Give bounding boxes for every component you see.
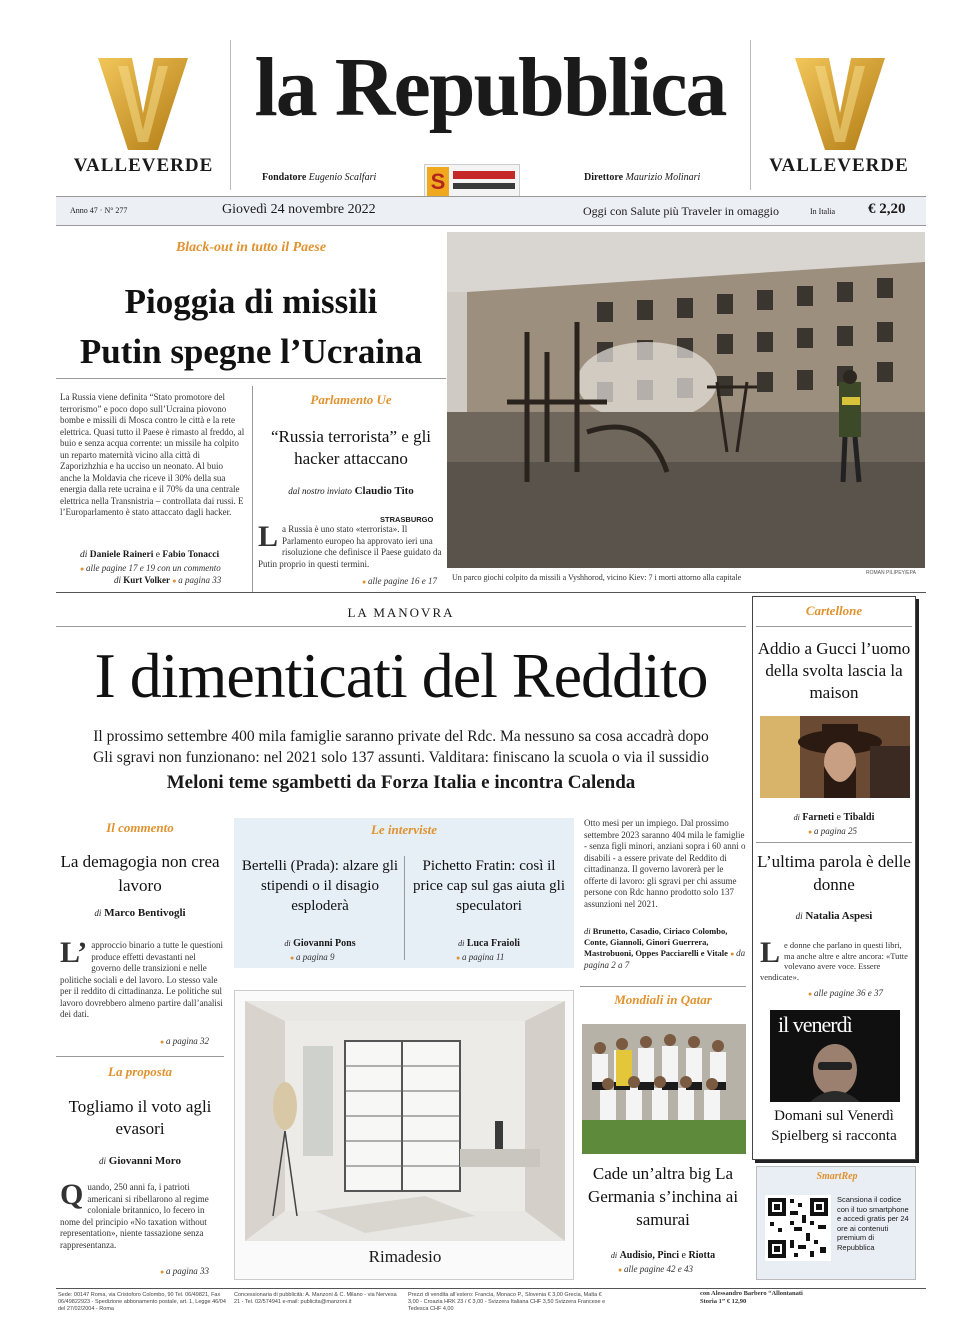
cartellone-authors-prefix: di	[793, 813, 800, 822]
interview-left-author: Giovanni Pons	[293, 938, 356, 949]
worldcup-authors-and: e	[681, 1250, 686, 1261]
advert-left-brand: VALLEVERDE	[73, 155, 214, 176]
proposal-kicker: La proposta	[108, 1064, 172, 1079]
valleverde-logo-icon	[98, 58, 188, 150]
proposal-dropcap: Q	[60, 1182, 84, 1211]
divider	[56, 626, 746, 627]
parliament-byline-prefix: dal nostro inviato	[288, 486, 352, 496]
director-line	[584, 172, 700, 183]
masthead	[0, 0, 980, 228]
worldcup-byline	[580, 1250, 746, 1261]
proposal-body: uando, 250 anni fa, i patrioti americani si ribellarono al regime coloniale britannico, lo fecero in nome del principio «No taxation without representation», niente tassazione senza rappresentanza.	[60, 1182, 209, 1250]
divider	[756, 626, 912, 627]
cartellone-headline-1[interactable]: Addio a Gucci l’uomo della svolta lascia la maison	[757, 639, 911, 702]
advert-right-brand: VALLEVERDE	[769, 155, 909, 176]
commentary-byline	[56, 907, 224, 919]
footer-col-1: Sede: 00147 Roma, via Cristoforo Colombo, 90 Tel. 06/49821, Fax 06/49822923 - Spedizione abbonamento postale, art. 1, Legge 46/04 del 27/02/2004 - Roma	[58, 1292, 226, 1312]
divider	[580, 986, 746, 987]
cartellone-kicker: Cartellone	[805, 603, 863, 618]
worldcup-photo[interactable]	[582, 1024, 746, 1154]
lead-kicker: Black-out in tutto il Paese	[175, 240, 327, 255]
price: € 2,20	[868, 201, 906, 217]
cartellone-author-2: Tibaldi	[843, 812, 875, 823]
advert-right[interactable]	[750, 40, 925, 190]
cartellone-body-2: e donne che parlano in questi libri, ma anche altre e altre ancora: «Tutte volevano avere voce. Essere vendicate».	[760, 940, 908, 982]
lead-headline-1[interactable]: Pioggia di missili	[124, 282, 378, 321]
interview-right-author: Luca Fraioli	[466, 938, 520, 949]
smartrep-text: Scansiona il codice con il tuo smartphone e accedi gratis per 24 ore ai contenuti premium di Repubblica	[837, 1195, 909, 1252]
divider	[252, 386, 253, 592]
lead-headline-2[interactable]: Putin spegne l’Ucraina	[79, 332, 423, 371]
commentary-kicker: Il commento	[106, 820, 174, 835]
lead-ref-2-page: ● a pagina 33	[172, 575, 221, 585]
worldcup-authors-prefix: di	[610, 1251, 618, 1260]
worldcup-headline[interactable]: Cade un’altra big La Germania s’inchina ai samurai	[587, 1164, 739, 1229]
main-deck-2: Gli sgravi non funzionano: nel 2021 solo 137 assunti. Valditara: finiscano la scuola o via il sussidio	[93, 749, 709, 766]
cartellone-dropcap: L	[760, 940, 781, 969]
interview-left-byline	[240, 938, 400, 949]
smartrep-label: SmartRep	[816, 1171, 858, 1182]
issue-date: Giovedì 24 novembre 2022	[222, 202, 376, 217]
parliament-author: Claudio Tito	[354, 485, 414, 497]
valleverde-logo-icon	[795, 58, 885, 150]
gucci-photo[interactable]	[760, 716, 910, 798]
parliament-kicker: Parlamento Ue	[310, 392, 392, 407]
parliament-body-block	[258, 524, 444, 580]
footer-col-3: Prezzi di vendita all’estero: Francia, Monaco P., Slovenia € 3,00 Grecia, Malta € 3,00 - Croazia HRK 23 / € 3,00 - Svizzera Italiana CHF 3,50 Svizzera Francese e Tedesca CHF 4,00	[408, 1292, 606, 1312]
dateline-strip	[56, 196, 926, 226]
main-kicker: LA MANOVRA	[347, 605, 455, 620]
proposal-headline[interactable]: Togliamo il voto agli evasori	[68, 1097, 212, 1138]
cartellone-ref-2[interactable]: ● alle pagine 36 e 37	[808, 988, 883, 998]
cartellone-author-1: Farneti	[802, 812, 834, 823]
main-headline[interactable]: I dimenticati del Reddito	[94, 640, 708, 711]
lead-authors-and: e	[155, 550, 160, 560]
worldcup-kicker: Mondiali in Qatar	[614, 992, 712, 1007]
interview-left-headline[interactable]: Bertelli (Prada): alzare gli stipendi o il disagio esploderà	[241, 858, 399, 914]
qr-code-icon[interactable]	[765, 1195, 831, 1261]
newspaper-title[interactable]: la Repubblica	[254, 41, 726, 134]
supplement-note: Oggi con Salute più Traveler in omaggio	[583, 204, 779, 218]
interview-right-headline[interactable]: Pichetto Fratin: così il price cap sul gas aiuta gli speculatori	[412, 858, 566, 914]
interview-left-author-prefix: di	[284, 939, 291, 948]
lead-ref-2-author: Kurt Volker	[123, 575, 171, 585]
main-authors-prefix: di	[584, 926, 591, 936]
main-ref[interactable]: ● da pagina 2 a 7	[584, 948, 745, 970]
advert-left[interactable]	[56, 40, 231, 190]
team-photo	[582, 1024, 746, 1154]
advert-rimadesio[interactable]	[234, 990, 574, 1280]
rimadesio-brand: Rimadesio	[368, 1247, 442, 1266]
founder-label: Fondatore	[262, 172, 307, 183]
divider	[56, 592, 926, 593]
cartellone-author-3: Natalia Aspesi	[805, 910, 873, 922]
interior-photo	[245, 1001, 565, 1241]
spielberg-portrait	[800, 1040, 870, 1102]
interviews-kicker: Le interviste	[370, 822, 438, 837]
photo-credit: ROMAN PILIPEY/EPA	[866, 570, 916, 576]
interview-right-ref[interactable]: ● a pagina 11	[456, 952, 504, 962]
cartellone-body-block	[760, 940, 910, 986]
footer-col-2: Concessionaria di pubblicità: A. Manzoni & C. Milano - via Nervesa 21 - Tel. 02/574941 e-mail: publicita@manzoni.it	[234, 1292, 397, 1305]
parliament-ref[interactable]: ● alle pagine 16 e 17	[362, 576, 437, 586]
founder-name: Eugenio Scalfari	[308, 172, 377, 183]
divider	[56, 378, 446, 379]
proposal-ref[interactable]: ● a pagina 33	[160, 1266, 209, 1276]
cartellone-byline-1	[756, 812, 912, 823]
portrait-photo	[760, 716, 910, 798]
cartellone-author-3-prefix: di	[795, 911, 803, 921]
commentary-body-block	[60, 940, 224, 1032]
lead-body: La Russia viene definita “Stato promotore del terrorismo” e poco dopo sull’Ucraina piovono bombe e missili di Mosca contro le città e la rete elettrica. Quasi tutto il Paese è rimasto al freddo, al buio e senza acqua corrente: un missile ha colpito un reparto maternità vicino alla città di Zaporizhzhia e ha ucciso un neonato. Al buio anche la Moldavia che riceve il 30% della sua energia dalla rete ucraina e il 70% da una centrale elettrica nella Transnistria – controllata dai russi. E l’Europarlamento è stato attaccato dagli hacker.	[60, 392, 245, 517]
parliament-headline[interactable]: “Russia terrorista” e gli hacker attaccano	[270, 427, 432, 468]
lead-author-2: Fabio Tonacci	[162, 550, 220, 560]
worldcup-author-last: Riotta	[688, 1250, 716, 1261]
photo-caption: Un parco giochi colpito da missili a Vyshhorod, vicino Kiev: 7 i morti attorno alla capitale	[452, 573, 742, 582]
parliament-dropcap: L	[258, 524, 279, 553]
main-deck-1: Il prossimo settembre 400 mila famiglie saranno private del Rdc. Ma nessuno sa cosa accadrà dopo	[93, 728, 709, 745]
worldcup-authors: Audisio, Pinci	[619, 1250, 680, 1261]
lead-author-1: Daniele Raineri	[89, 550, 154, 560]
venerdi-cover[interactable]	[770, 1010, 900, 1102]
lead-authors	[80, 550, 219, 560]
main-body: Otto mesi per un impiego. Dal prossimo settembre 2023 saranno 404 mila le famiglie - senza figli minori, anziani sopra i 60 anni o disabili - a essere private del Reddito di cittadinanza. Il governo lavorerà per le offerte di lavoro: gli sgravi per chi assume persone con Rdc hanno prodotto solo 137 assunzioni nel 2021.	[584, 818, 746, 909]
parliament-dateline: STRASBURGO	[380, 515, 434, 524]
director-name: Maurizio Molinari	[625, 172, 701, 183]
worldcup-ref[interactable]: ● alle pagine 42 e 43	[618, 1264, 693, 1274]
commentary-ref[interactable]: ● a pagina 32	[160, 1036, 209, 1046]
venerdi-logo: il venerdì	[778, 1012, 852, 1037]
divider	[56, 1288, 926, 1289]
director-label: Direttore	[584, 172, 624, 183]
lead-ref-2-prefix: di	[114, 575, 122, 585]
parliament-body: a Russia è uno stato «terrorista». Il Parlamento europeo ha approvato ieri una risoluzione che definisce il Paese guidato da Putin proprio in questi termini.	[258, 524, 442, 569]
commentary-author: Marco Bentivogli	[104, 907, 186, 919]
commentary-dropcap: L’	[60, 940, 88, 969]
cartellone-byline-2	[756, 910, 912, 922]
smartrep-box[interactable]	[756, 1166, 916, 1280]
parliament-byline	[256, 485, 446, 497]
interview-left-ref[interactable]: ● a pagina 9	[290, 952, 335, 962]
issue-number: Anno 47 · N° 277	[70, 206, 128, 215]
divider	[56, 1056, 224, 1057]
interview-right-author-prefix: di	[458, 939, 465, 948]
proposal-byline-prefix: di	[99, 1156, 107, 1166]
proposal-body-block	[60, 1182, 224, 1260]
cartellone-authors-and: e	[836, 812, 841, 823]
footer-col-4: con Alessandro Barbero “Allontanati Storia 1” € 12,90	[700, 1290, 803, 1305]
cartellone-ref-1[interactable]: ● a pagina 25	[808, 826, 857, 836]
founder-line	[262, 172, 376, 183]
commentary-byline-prefix: di	[94, 908, 102, 918]
lead-ref-1[interactable]: ● alle pagine 17 e 19 con un commento	[80, 563, 221, 573]
cartellone-headline-3[interactable]: Domani sul Venerdì Spielberg si racconta	[771, 1108, 897, 1144]
supplement-salute-thumbnail[interactable]: S	[424, 164, 520, 202]
lead-ref-2[interactable]	[114, 575, 221, 585]
divider	[404, 856, 405, 960]
interview-right-byline	[408, 938, 570, 949]
lead-photo[interactable]	[447, 232, 925, 568]
divider	[756, 842, 912, 843]
proposal-byline	[56, 1155, 224, 1167]
main-subhead[interactable]: Meloni teme sgambetti da Forza Italia e incontra Calenda	[166, 772, 636, 793]
price-label: In Italia	[810, 207, 836, 216]
cartellone-headline-2[interactable]: L’ultima parola è delle donne	[757, 852, 911, 894]
destroyed-building-photo	[447, 232, 925, 568]
commentary-headline[interactable]: La demagogia non crea lavoro	[60, 852, 220, 895]
proposal-author: Giovanni Moro	[108, 1155, 181, 1167]
main-authors	[584, 926, 746, 971]
commentary-body: approccio binario a tutte le questioni produce effetti devastanti nel governo delle transizioni e nelle politiche sociali e del lavoro. Lo stesso vale per il reddito di cittadinanza. Le politiche sul lavoro dovrebbero almeno partire dall’analisi dei dati.	[60, 940, 223, 1019]
lead-authors-prefix: di	[80, 550, 88, 560]
main-authors-names: Brunetto, Casadio, Ciriaco Colombo, Conte, Giannoli, Ginori Guerrera, Mastrobuoni, Oppes Pacciarelli e Vitale	[584, 926, 728, 958]
